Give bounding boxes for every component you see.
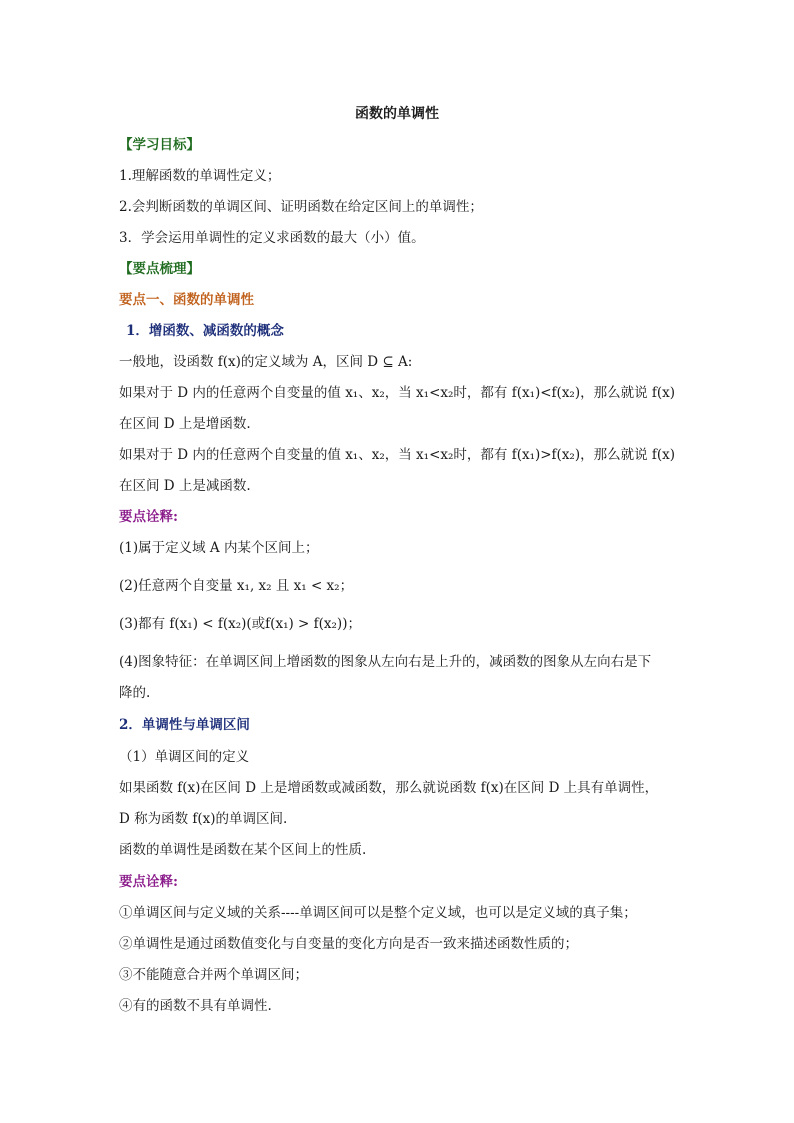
section-heading-goals: 【学习目标】 [119,137,200,153]
paragraph-decreasing-line-1: 如果对于 D 内的任意两个自变量的值 x₁、x₂，当 x₁<x₂时，都有 f(x₁)>f(x₂)，那么就说 f(x) [119,447,676,463]
paragraph-monotonic-line-1: 如果函数 f(x)在区间 D 上是增函数或减函数，那么就说函数 f(x)在区间 D 上具有单调性， [119,780,659,796]
note-1-4-cont: 降的. [119,685,151,701]
goal-item-2: 2.会判断函数的单调区间、证明函数在给定区间上的单调性； [119,199,483,215]
note-1-1: (1)属于定义域 A 内某个区间上； [119,540,319,556]
paragraph-increasing-line-1: 如果对于 D 内的任意两个自变量的值 x₁、x₂，当 x₁<x₂时，都有 f(x₁)<f(x₂)，那么就说 f(x) [119,385,676,401]
note-1-2: (2)任意两个自变量 x₁, x₂ 且 x₁ < x₂； [119,578,354,594]
paragraph-decreasing-line-2: 在区间 D 上是减函数. [119,478,251,494]
note-2-1: ①单调区间与定义域的关系----单调区间可以是整个定义域，也可以是定义域的真子集； [119,905,637,921]
point-heading-1: 要点一、函数的单调性 [119,292,254,308]
paragraph-monotonic-line-3: 函数的单调性是函数在某个区间上的性质. [119,842,367,858]
goal-item-3: 3．学会运用单调性的定义求函数的最大（小）值。 [119,230,425,246]
subheading-increasing-decreasing: 1．增函数、减函数的概念 [126,323,284,339]
paragraph-increasing-line-2: 在区间 D 上是增函数. [119,416,251,432]
paragraph-intro: 一般地，设函数 f(x)的定义域为 A，区间 D ⊆ A: [119,354,413,370]
note-1-4: (4)图象特征：在单调区间上增函数的图象从左向右是上升的，减函数的图象从左向右是下 [119,654,652,670]
page-title: 函数的单调性 [355,106,439,122]
note-2-3: ③不能随意合并两个单调区间； [119,967,308,983]
subitem-definition: （1）单调区间的定义 [119,749,250,765]
note-label-2: 要点诠释: [119,874,178,890]
note-2-4: ④有的函数不具有单调性. [119,998,272,1014]
paragraph-monotonic-line-2: D 称为函数 f(x)的单调区间. [119,811,288,827]
note-label-1: 要点诠释: [119,509,178,525]
note-2-2: ②单调性是通过函数值变化与自变量的变化方向是否一致来描述函数性质的； [119,936,578,952]
subheading-monotonic-interval: 2．单调性与单调区间 [119,717,250,733]
note-1-3: (3)都有 f(x₁) < f(x₂)(或f(x₁) > f(x₂))； [119,616,361,632]
goal-item-1: 1.理解函数的单调性定义； [119,168,281,184]
section-heading-points: 【要点梳理】 [119,261,200,277]
